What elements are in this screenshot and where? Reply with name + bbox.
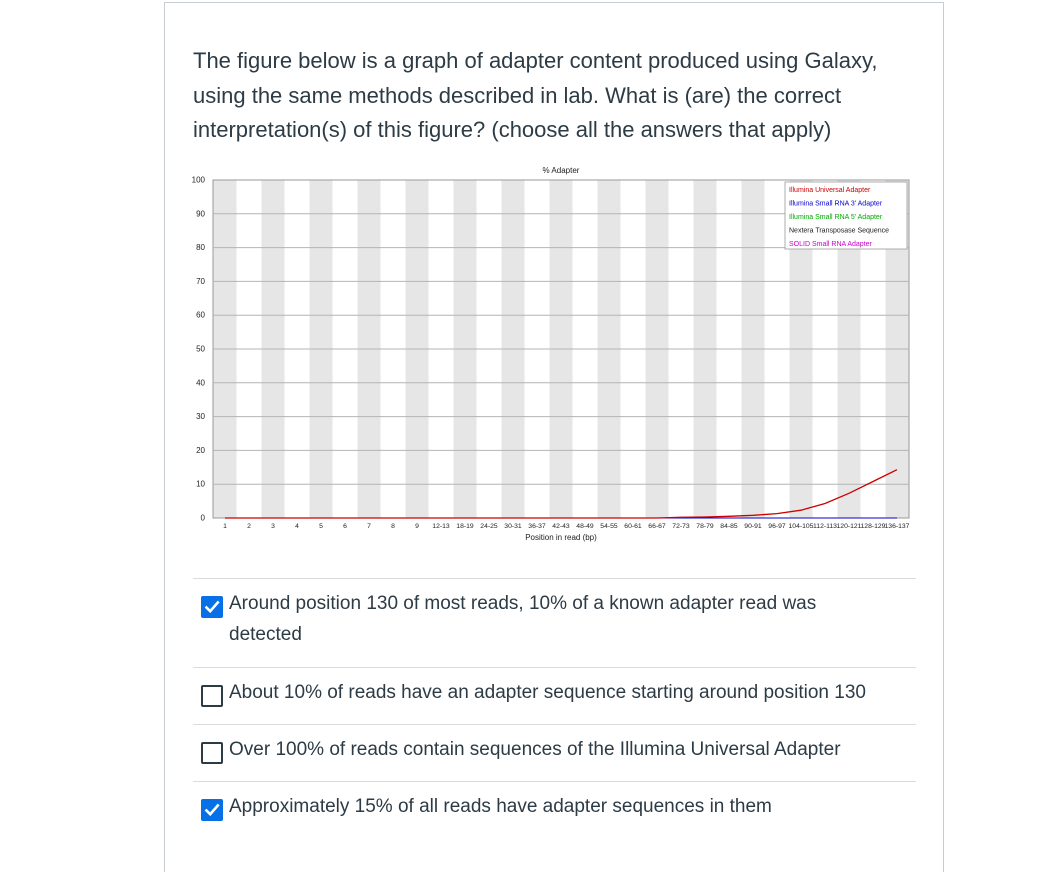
x-tick-label: 6 bbox=[343, 523, 347, 530]
legend-entry: Nextera Transposase Sequence bbox=[789, 227, 890, 235]
y-tick-label: 10 bbox=[196, 479, 205, 489]
x-tick-label: 66-67 bbox=[648, 523, 666, 530]
x-tick-label: 72-73 bbox=[672, 523, 690, 530]
answer-3-label[interactable]: Over 100% of reads contain sequences of the Illumina Universal Adapter bbox=[229, 739, 841, 760]
answer-4-label[interactable]: Approximately 15% of all reads have adapter sequences in them bbox=[229, 796, 772, 817]
legend-entry: Illumina Universal Adapter bbox=[789, 187, 871, 194]
x-tick-label: 4 bbox=[295, 523, 299, 530]
x-tick-label: 36-37 bbox=[528, 523, 546, 530]
x-tick-label: 54-55 bbox=[600, 523, 618, 530]
answer-3-checkbox[interactable] bbox=[201, 742, 223, 764]
x-tick-label: 18-19 bbox=[456, 523, 474, 530]
answer-option-3[interactable] bbox=[193, 724, 916, 781]
x-tick-label: 128-129 bbox=[860, 523, 886, 530]
answer-1-label[interactable]: Around position 130 of most reads, 10% of a known adapter read was detected bbox=[229, 593, 817, 645]
y-tick-label: 0 bbox=[200, 513, 205, 523]
x-axis-label: Position in read (bp) bbox=[525, 533, 597, 542]
x-tick-label: 104-105 bbox=[788, 523, 814, 530]
answer-option-4[interactable] bbox=[193, 781, 916, 865]
x-tick-label: 84-85 bbox=[720, 523, 738, 530]
checkmark-icon bbox=[204, 802, 220, 818]
chart-legend bbox=[785, 182, 907, 249]
answer-1-checkbox[interactable] bbox=[201, 596, 223, 618]
y-tick-label: 60 bbox=[196, 310, 205, 320]
x-tick-label: 90-91 bbox=[744, 523, 762, 530]
adapter-content-chart bbox=[186, 160, 916, 550]
x-tick-label: 9 bbox=[415, 523, 419, 530]
x-tick-label: 42-43 bbox=[552, 523, 570, 530]
answer-option-2[interactable] bbox=[193, 667, 916, 724]
legend-entry: SOLID Small RNA Adapter bbox=[789, 241, 872, 248]
y-tick-label: 30 bbox=[196, 412, 205, 422]
checkmark-icon bbox=[204, 599, 220, 615]
x-tick-label: 60-61 bbox=[624, 523, 642, 530]
chart-title: % Adapter bbox=[542, 166, 580, 175]
x-tick-label: 112-113 bbox=[813, 523, 837, 530]
legend-entry: Illumina Small RNA 3' Adapter bbox=[789, 200, 883, 208]
y-tick-label: 100 bbox=[191, 175, 205, 185]
x-tick-label: 1 bbox=[223, 523, 227, 530]
x-tick-label: 48-49 bbox=[576, 523, 594, 530]
answer-2-label[interactable]: About 10% of reads have an adapter sequence starting around position 130 bbox=[229, 682, 866, 703]
x-tick-label: 12-13 bbox=[432, 523, 450, 530]
x-tick-label: 120-121 bbox=[836, 523, 862, 530]
y-tick-label: 20 bbox=[196, 445, 205, 455]
legend-entry: Illumina Small RNA 5' Adapter bbox=[789, 214, 883, 221]
x-tick-label: 7 bbox=[367, 523, 371, 530]
x-tick-label: 8 bbox=[391, 523, 395, 530]
x-tick-label: 5 bbox=[319, 523, 323, 530]
question-text: The figure below is a graph of adapter content produced using Galaxy, using the same methods described in lab. What is (are) the correct interpretation(s) of this figure? (choose all the answers that apply) bbox=[193, 48, 878, 142]
x-tick-label: 136-137 bbox=[884, 523, 910, 530]
x-tick-label: 24-25 bbox=[480, 523, 498, 530]
x-tick-label: 78-79 bbox=[696, 523, 714, 530]
y-tick-label: 80 bbox=[196, 243, 205, 253]
x-tick-label: 2 bbox=[247, 523, 251, 530]
y-tick-label: 40 bbox=[196, 378, 205, 388]
x-tick-label: 3 bbox=[271, 523, 275, 530]
y-tick-label: 50 bbox=[196, 344, 205, 354]
y-tick-label: 70 bbox=[196, 276, 205, 286]
answer-option-1[interactable] bbox=[193, 578, 916, 667]
x-tick-label: 30-31 bbox=[504, 523, 522, 530]
answer-4-checkbox[interactable] bbox=[201, 799, 223, 821]
y-tick-label: 90 bbox=[196, 209, 205, 219]
answer-2-checkbox[interactable] bbox=[201, 685, 223, 707]
x-tick-label: 96-97 bbox=[768, 523, 786, 530]
